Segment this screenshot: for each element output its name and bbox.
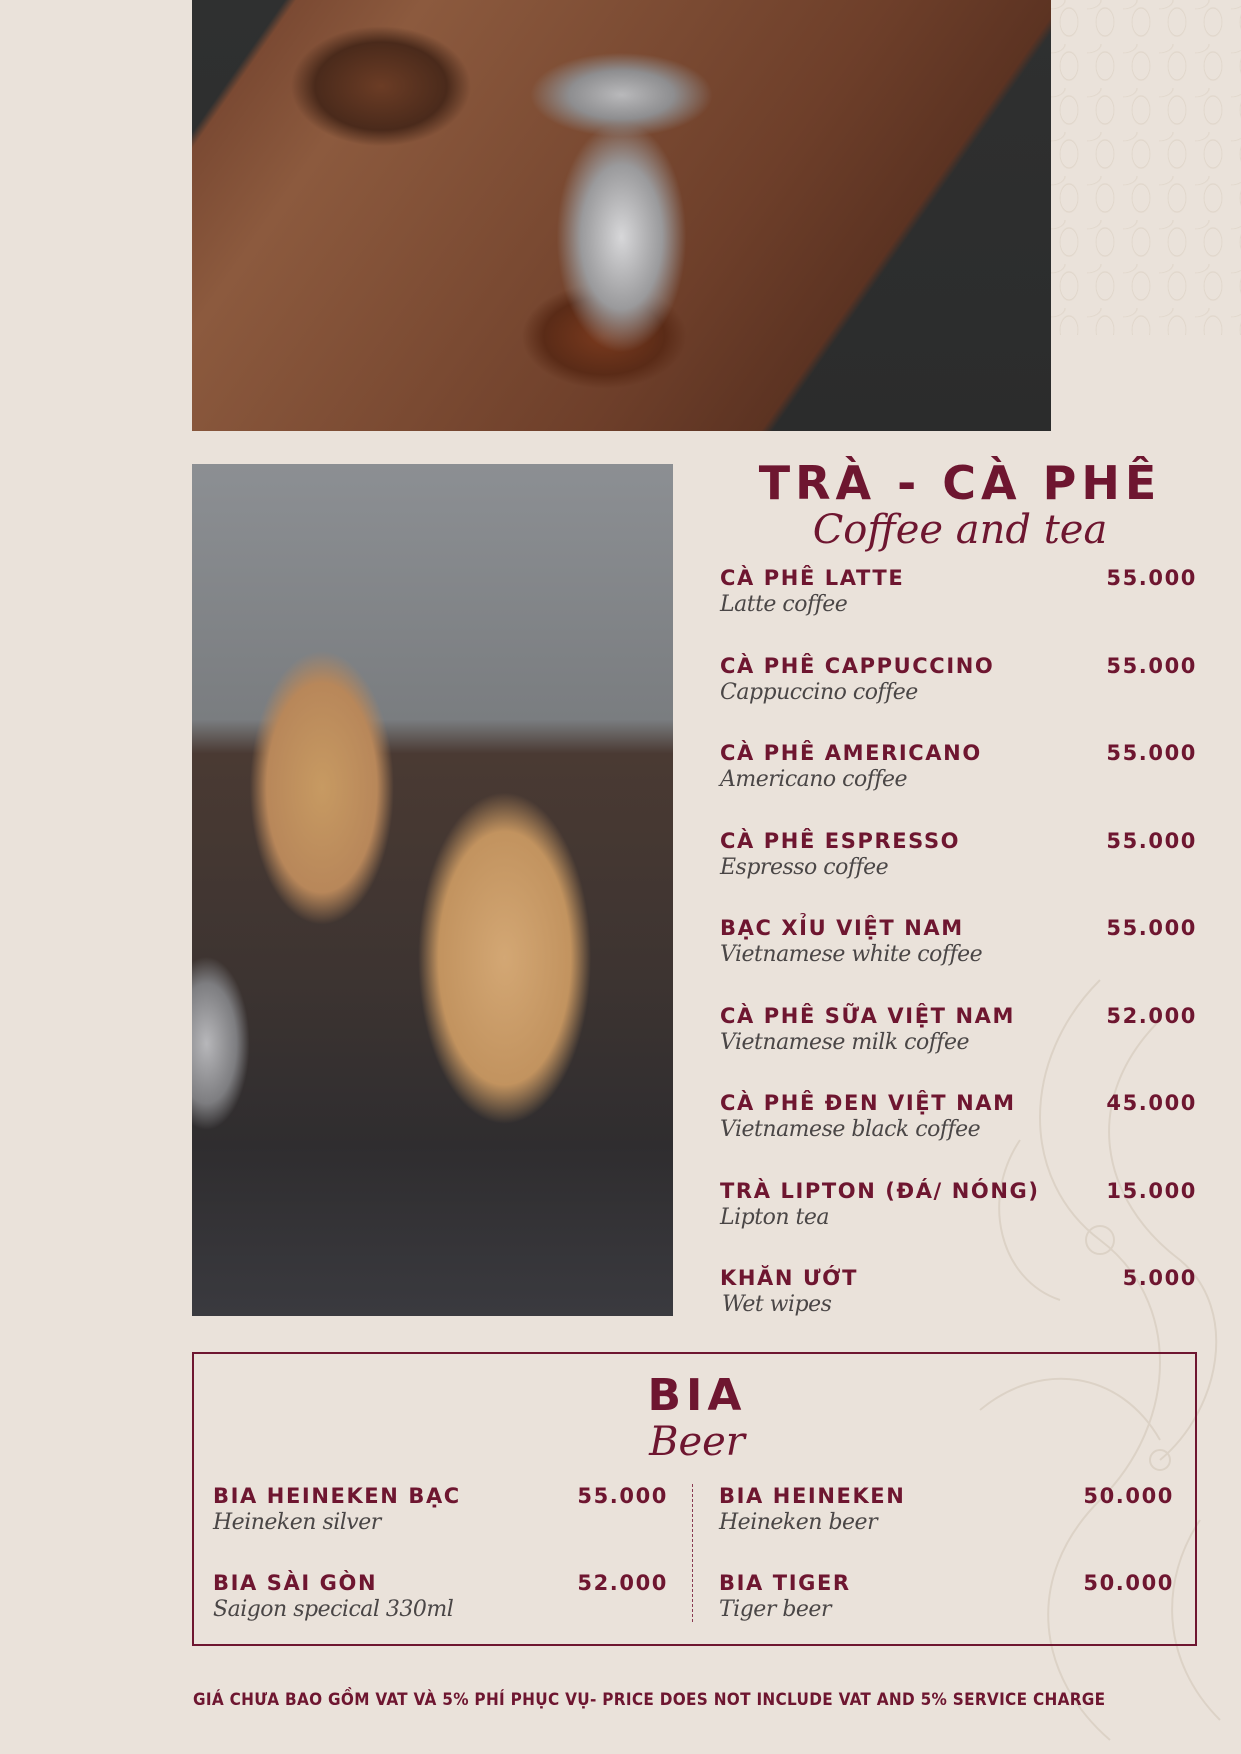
- coffee-section-subtitle: Coffee and tea: [812, 507, 1108, 553]
- item-price: 50.000: [1083, 1571, 1174, 1595]
- item-description: Vietnamese black coffee: [720, 1117, 981, 1142]
- item-description: Lipton tea: [720, 1205, 829, 1230]
- beer-section-subtitle: Beer: [649, 1419, 745, 1465]
- column-divider: [692, 1484, 693, 1622]
- item-price: 50.000: [1083, 1484, 1174, 1508]
- item-description: Americano coffee: [720, 767, 908, 792]
- item-description: Vietnamese white coffee: [720, 942, 983, 967]
- item-name: CÀ PHÊ CAPPUCCINO: [720, 654, 995, 678]
- item-price: 15.000: [1106, 1179, 1197, 1203]
- item-description: Tiger beer: [719, 1597, 831, 1622]
- item-name: CÀ PHÊ SỮA VIỆT NAM: [720, 1004, 1016, 1028]
- coffee-section-title: TRÀ - CÀ PHÊ: [758, 456, 1162, 510]
- beer-item: [213, 1571, 668, 1631]
- iced-coffee-photo: [192, 464, 673, 1316]
- item-name: CÀ PHÊ ĐEN VIỆT NAM: [720, 1091, 1016, 1115]
- beer-item: [719, 1571, 1174, 1631]
- item-price: 52.000: [1106, 1004, 1197, 1028]
- menu-item: [720, 1091, 1197, 1151]
- beer-section-title: BIA: [647, 1370, 747, 1421]
- menu-item: [720, 566, 1197, 626]
- item-price: 5.000: [1122, 1266, 1197, 1290]
- item-price: 55.000: [1106, 566, 1197, 590]
- item-description: Saigon specical 330ml: [213, 1597, 454, 1622]
- item-description: Cappuccino coffee: [720, 680, 918, 705]
- item-name: BIA TIGER: [719, 1571, 851, 1595]
- item-name: KHĂN ƯỚT: [720, 1266, 859, 1290]
- menu-item: [720, 1004, 1197, 1064]
- menu-item: [720, 741, 1197, 801]
- item-price: 52.000: [577, 1571, 668, 1595]
- menu-item: [720, 654, 1197, 714]
- item-price: 55.000: [1106, 654, 1197, 678]
- menu-item: [720, 1266, 1197, 1326]
- item-price: 55.000: [1106, 829, 1197, 853]
- phin-coffee-photo: [192, 0, 1051, 431]
- item-description: Wet wipes: [722, 1292, 832, 1317]
- item-description: Heineken beer: [719, 1510, 878, 1535]
- item-price: 55.000: [577, 1484, 668, 1508]
- item-price: 55.000: [1106, 916, 1197, 940]
- menu-item: [720, 829, 1197, 889]
- price-disclaimer: GIÁ CHƯA BAO GỒM VAT VÀ 5% PHÍ PHỤC VỤ- PRICE DOES NOT INCLUDE VAT AND 5% SERVICE CHARGE: [193, 1690, 1106, 1710]
- item-name: BẠC XỈU VIỆT NAM: [720, 916, 964, 940]
- menu-item: [720, 1179, 1197, 1239]
- item-name: BIA SÀI GÒN: [213, 1571, 378, 1595]
- decorative-pattern: [1051, 0, 1241, 335]
- item-name: BIA HEINEKEN BẠC: [213, 1484, 461, 1508]
- item-name: CÀ PHÊ AMERICANO: [720, 741, 982, 765]
- menu-item: [720, 916, 1197, 976]
- item-name: TRÀ LIPTON (ĐÁ/ NÓNG): [720, 1179, 1040, 1203]
- item-name: CÀ PHÊ ESPRESSO: [720, 829, 961, 853]
- item-name: CÀ PHÊ LATTE: [720, 566, 905, 590]
- item-description: Espresso coffee: [720, 855, 889, 880]
- beer-item: [213, 1484, 668, 1544]
- item-description: Vietnamese milk coffee: [720, 1030, 970, 1055]
- item-description: Latte coffee: [720, 592, 848, 617]
- item-price: 55.000: [1106, 741, 1197, 765]
- item-price: 45.000: [1106, 1091, 1197, 1115]
- item-description: Heineken silver: [213, 1510, 381, 1535]
- item-name: BIA HEINEKEN: [719, 1484, 906, 1508]
- beer-item: [719, 1484, 1174, 1544]
